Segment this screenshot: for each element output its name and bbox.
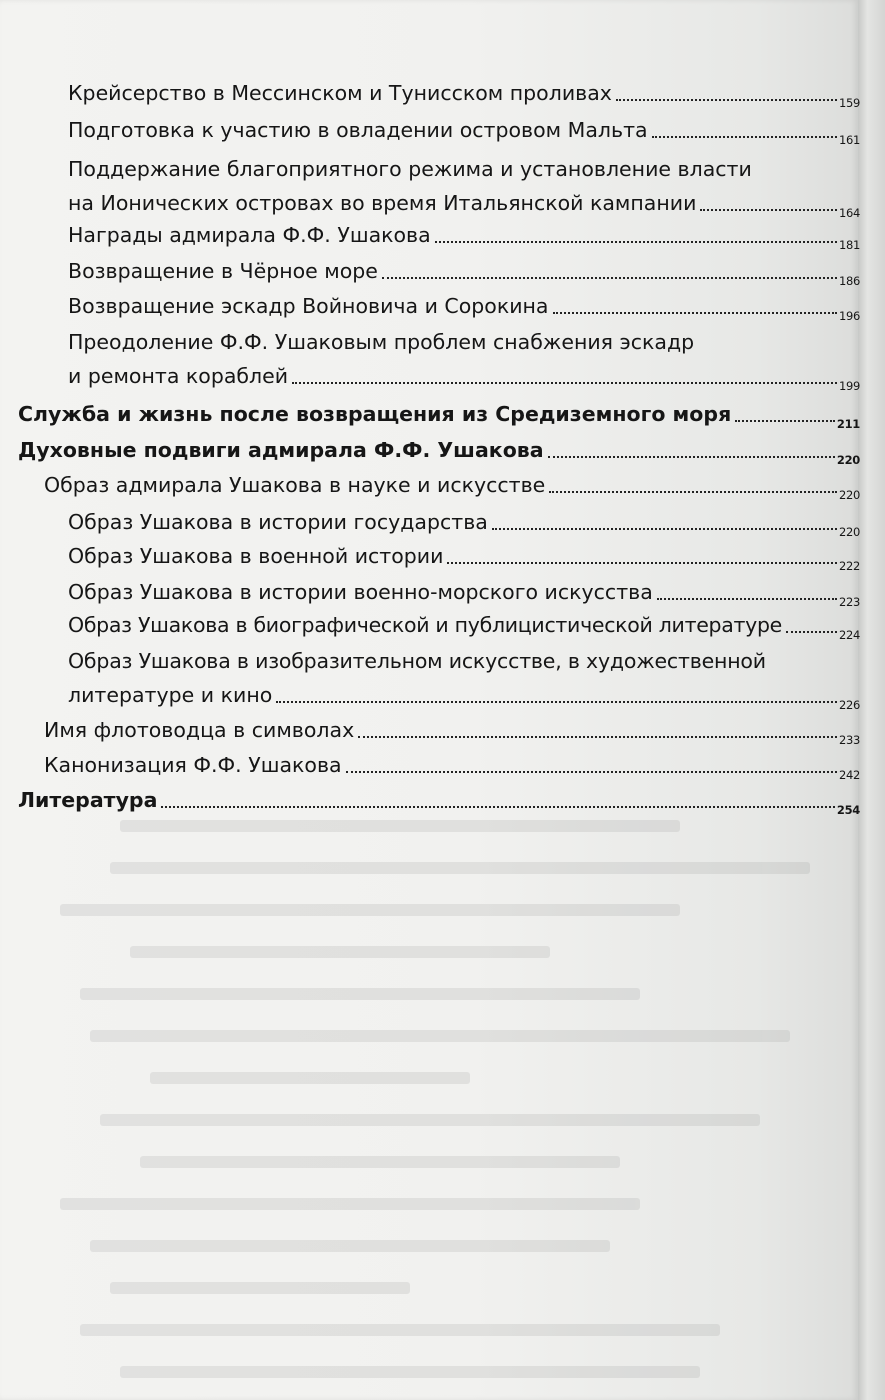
toc-page-number: 226 (838, 698, 860, 712)
toc-entry[interactable] (18, 783, 860, 817)
toc-entry[interactable] (68, 539, 860, 573)
toc-entry-title-line: Поддержание благоприятного режима и установление власти (68, 157, 752, 181)
dot-leader (276, 701, 837, 703)
toc-entry[interactable] (18, 397, 860, 431)
toc-entry-title: Служба и жизнь после возвращения из Средиземного моря (18, 402, 732, 426)
dot-leader (548, 456, 835, 458)
toc-entry[interactable] (18, 433, 860, 467)
dot-leader (358, 736, 837, 738)
toc-page-number: 220 (836, 453, 860, 467)
dot-leader (786, 631, 837, 633)
toc-entry[interactable] (68, 76, 860, 110)
toc-page-number: 161 (838, 133, 860, 147)
toc-page-number: 199 (838, 379, 860, 393)
toc-entry-title-line: Образ Ушакова в изобразительном искусстве, в художественной (68, 649, 766, 673)
dot-leader (553, 312, 837, 314)
toc-entry-title: Образ Ушакова в биографической и публицистической литературе (68, 613, 782, 637)
dot-leader (652, 136, 837, 138)
toc-entry-title: Канонизация Ф.Ф. Ушакова (44, 753, 342, 777)
dot-leader (616, 99, 837, 101)
toc-entry[interactable] (68, 575, 860, 609)
toc-entry[interactable] (68, 254, 860, 288)
toc-entry[interactable] (68, 608, 860, 642)
toc-page-number: 186 (838, 274, 860, 288)
toc-page-number: 220 (838, 525, 860, 539)
toc-page-number: 164 (838, 206, 860, 220)
toc-entry-title: Образ адмирала Ушакова в науке и искусстве (44, 473, 546, 497)
toc-page-number: 181 (838, 238, 860, 252)
toc-entry-title: Образ Ушакова в военной истории (68, 544, 444, 568)
toc-entry[interactable] (68, 218, 860, 252)
toc-entry[interactable] (68, 505, 860, 539)
toc-entry-title: Крейсерство в Мессинском и Тунисском проливах (68, 81, 612, 105)
toc-entry-title: литературе и кино (68, 683, 273, 707)
toc-page-number: 224 (838, 628, 860, 642)
toc-page-number: 254 (836, 803, 860, 817)
toc-entry-title: Образ Ушакова в истории государства (68, 510, 488, 534)
toc-entry[interactable] (68, 289, 860, 323)
toc-entry[interactable] (44, 468, 860, 502)
dot-leader (700, 209, 837, 211)
toc-page-number: 159 (838, 96, 860, 110)
toc-page-number: 220 (838, 488, 860, 502)
toc-entry-title-line: Преодоление Ф.Ф. Ушаковым проблем снабжения эскадр (68, 330, 695, 354)
toc-entry[interactable] (44, 713, 860, 747)
page-edge (858, 0, 885, 1400)
toc-entry-title: Награды адмирала Ф.Ф. Ушакова (68, 223, 431, 247)
dot-leader (161, 806, 834, 808)
toc-entry[interactable] (68, 152, 860, 220)
dot-leader (382, 277, 837, 279)
toc-entry[interactable] (68, 325, 860, 393)
dot-leader (435, 241, 837, 243)
dot-leader (292, 382, 837, 384)
toc-entry[interactable] (44, 748, 860, 782)
toc-entry-title: Возвращение в Чёрное море (68, 259, 378, 283)
toc-entry-title: Литература (18, 788, 158, 812)
toc-entry-title: Образ Ушакова в истории военно-морского искусства (68, 580, 653, 604)
toc-entry-title: Возвращение эскадр Войновича и Сорокина (68, 294, 549, 318)
toc-page-number: 233 (838, 733, 860, 747)
toc-page-number: 196 (838, 309, 860, 323)
toc-page-number: 222 (838, 559, 860, 573)
dot-leader (447, 562, 837, 564)
toc-entry[interactable] (68, 644, 860, 712)
toc-entry[interactable] (68, 113, 860, 147)
dot-leader (346, 771, 837, 773)
toc-page-number: 211 (836, 417, 860, 431)
toc-entry-title: на Ионических островах во время Итальянской кампании (68, 191, 697, 215)
toc-entry-title: Духовные подвиги адмирала Ф.Ф. Ушакова (18, 438, 544, 462)
toc-entry-title: Имя флотоводца в символах (44, 718, 355, 742)
toc-entry-title: и ремонта кораблей (68, 364, 289, 388)
toc-entry-title: Подготовка к участию в овладении островом Мальта (68, 118, 648, 142)
dot-leader (657, 598, 837, 600)
toc-page-number: 223 (838, 595, 860, 609)
dot-leader (735, 420, 835, 422)
toc-page-number: 242 (838, 768, 860, 782)
dot-leader (549, 491, 837, 493)
dot-leader (492, 528, 837, 530)
